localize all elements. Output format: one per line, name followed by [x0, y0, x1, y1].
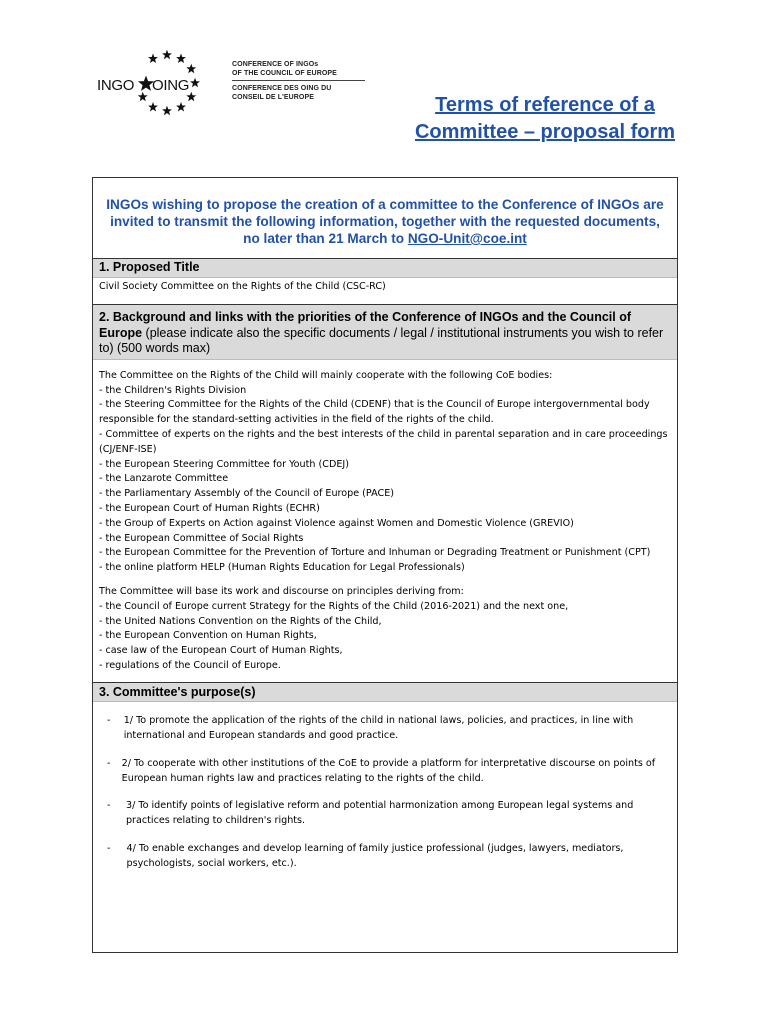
logo-ring-star-icon [162, 50, 172, 59]
deadline-line [105, 230, 665, 247]
star-circle-logo-icon [95, 48, 220, 120]
list-bullet: - [107, 843, 111, 855]
background-line: - the Group of Experts on Action against Violence against Women and Domestic Violence (GREVIO) [99, 517, 574, 529]
principles-paragraph [99, 585, 671, 674]
deadline-text: no later than 21 March to [243, 231, 408, 246]
background-line: - the European Court of Human Rights (ECHR) [99, 502, 320, 514]
purpose-item [99, 757, 671, 787]
document-title-line-1: Terms of reference of a [435, 94, 655, 116]
cooperation-bodies-paragraph [99, 369, 671, 576]
section-2-heading [93, 305, 677, 360]
background-line: - the Lanzarote Committee [99, 473, 229, 485]
org-name-fr-line-1: CONFERENCE DES OING DU [232, 85, 332, 92]
section-2-note: (please indicate also the specific documents / legal / institutional instruments you wish to refer to) (500 words max) [99, 325, 664, 356]
purpose-item [99, 714, 671, 744]
background-line: - case law of the European Court of Human Rights, [99, 645, 343, 657]
list-bullet: - [107, 757, 111, 769]
org-name-fr-line-2: CONSEIL DE L'EUROPE [232, 94, 315, 101]
proposal-form [92, 177, 678, 953]
logo-ring-star-icon [190, 78, 200, 87]
organisation-name [232, 60, 372, 102]
purpose-text: 1/ To promote the application of the rights of the child in national laws, policies, and practices, in line with international and European standards and good practice. [123, 715, 634, 742]
form-instructions [93, 178, 677, 259]
logo-ring-star-icon [186, 64, 196, 73]
instructions-text: INGOs wishing to propose the creation of a committee to the Conference of INGOs are invited to transmit the following information, together with the requested documents, [106, 197, 664, 229]
background-line: - the European Steering Committee for Youth (CDEJ) [99, 458, 349, 470]
purpose-item [99, 799, 671, 829]
background-line: - the online platform HELP (Human Rights Education for Legal Professionals) [99, 562, 465, 574]
purpose-text: 2/ To cooperate with other institutions of the CoE to provide a platform for interpretative discourse on points of European human rights law and practices relating to the rights of the child. [121, 757, 656, 784]
org-name-en-line-2: OF THE COUNCIL OF EUROPE [232, 70, 337, 77]
background-line: - Committee of experts on the rights and the best interests of the child in parental separation and in care proceedings (CJ/ENF-ISE) [99, 428, 668, 455]
document-title-line-2: Committee – proposal form [414, 121, 676, 143]
logo-ring-star-icon [148, 102, 158, 111]
proposed-title-value: Civil Society Committee on the Rights of the Child (CSC-RC) [93, 278, 677, 306]
background-line: - the Children's Rights Division [99, 384, 247, 396]
paragraph-gap [99, 576, 671, 585]
logo-ring-star-icon [138, 92, 148, 101]
section-2-title: 2. Background and links with the priorities of the Conference of INGOs and the Council of Europe [99, 310, 631, 340]
section-3-title: 3. Committee's purpose(s) [99, 684, 256, 699]
purpose-item [99, 842, 671, 872]
contact-email-link[interactable]: NGO-Unit@coe.int [407, 231, 527, 246]
section-1-heading [93, 259, 677, 278]
background-line: The Committee will base its work and discourse on principles deriving from: [99, 585, 464, 597]
logo-right-word: OING [152, 77, 190, 94]
logo-left-word: INGO [97, 77, 135, 94]
list-bullet: - [107, 715, 111, 727]
background-line: - the European Committee of Social Rights [99, 532, 304, 544]
logo-ring-star-icon [176, 54, 186, 63]
background-line: - the United Nations Convention on the Rights of the Child, [99, 615, 382, 627]
ingo-oing-logo [95, 48, 220, 120]
org-name-en-line-1: CONFERENCE OF INGOs [232, 61, 319, 68]
background-text [93, 360, 677, 683]
background-line: - the European Convention on Human Rights, [99, 630, 317, 642]
background-line: - regulations of the Council of Europe. [99, 659, 281, 671]
background-line: - the Steering Committee for the Rights of the Child (CDENF) that is the Council of Europe intergovernmental body responsible for the standard-setting activities in the field of the rights of the child. [99, 399, 650, 426]
org-name-divider [232, 80, 365, 81]
purpose-list [93, 702, 677, 871]
background-line: - the Parliamentary Assembly of the Council of Europe (PACE) [99, 488, 394, 500]
background-line: The Committee on the Rights of the Child will mainly cooperate with the following CoE bodies: [99, 369, 553, 381]
document-title [390, 92, 700, 146]
background-line: - the European Committee for the Prevention of Torture and Inhuman or Degrading Treatment or Punishment (CPT) [99, 547, 651, 559]
list-bullet: - [107, 800, 111, 812]
purpose-text: 4/ To enable exchanges and develop learning of family justice professional (judges, lawyers, mediators, psychologists, social workers, etc.). [126, 843, 624, 869]
purpose-text: 3/ To identify points of legislative reform and potential harmonization among European legal systems and practices relating to children's rights. [125, 800, 634, 827]
logo-ring-star-icon [162, 106, 172, 115]
logo-ring-star-icon [176, 102, 186, 111]
background-line: - the Council of Europe current Strategy for the Rights of the Child (2016-2021) and the next one, [99, 600, 569, 612]
section-1-title: 1. Proposed Title [99, 260, 200, 274]
logo-ring-star-icon [148, 54, 158, 63]
section-3-heading [93, 683, 677, 703]
